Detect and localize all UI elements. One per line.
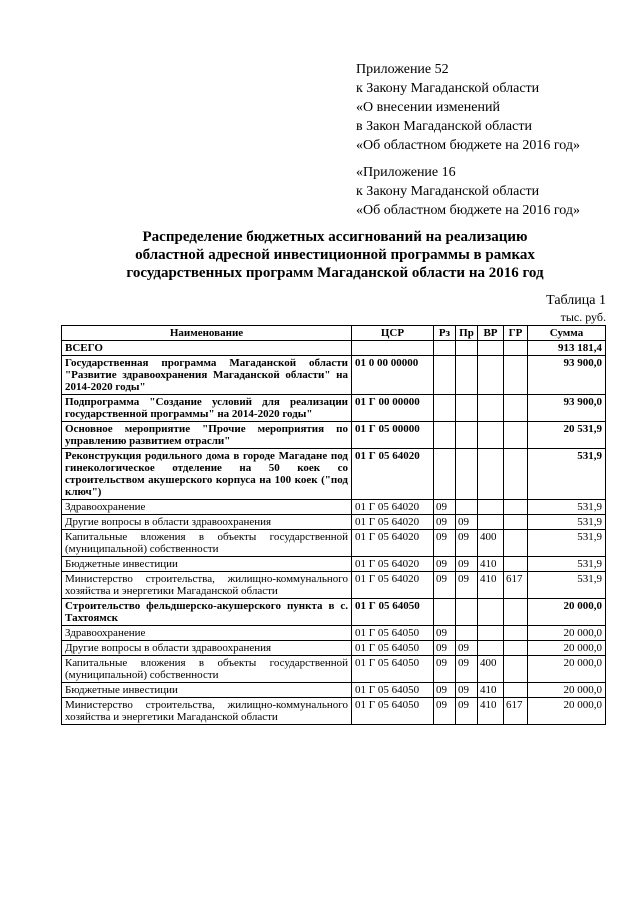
table-row bbox=[62, 515, 606, 530]
cell-rz bbox=[434, 341, 456, 356]
cell-name: Капитальные вложения в объекты государственной (муниципальной) собственности bbox=[62, 656, 352, 683]
appendix-line: к Закону Магаданской области bbox=[356, 81, 540, 96]
table-row bbox=[62, 341, 606, 356]
cell-pr bbox=[456, 341, 478, 356]
cell-rz bbox=[434, 449, 456, 500]
document-title bbox=[60, 228, 610, 282]
appendix-line: «О внесении изменений bbox=[356, 100, 500, 115]
cell-sum: 531,9 bbox=[528, 572, 606, 599]
cell-csr: 01 Г 05 64020 bbox=[352, 530, 434, 557]
cell-pr: 09 bbox=[456, 683, 478, 698]
appendix-current bbox=[356, 60, 626, 155]
header-pr: Пр bbox=[456, 326, 478, 341]
cell-vr bbox=[478, 515, 504, 530]
appendix-line: «Об областном бюджете на 2016 год» bbox=[356, 138, 580, 153]
header-csr: ЦСР bbox=[352, 326, 434, 341]
cell-rz bbox=[434, 395, 456, 422]
cell-rz: 09 bbox=[434, 557, 456, 572]
cell-pr: 09 bbox=[456, 557, 478, 572]
cell-rz: 09 bbox=[434, 641, 456, 656]
cell-name: Реконструкция родильного дома в городе Магадане под гинекологическое отделение на 50 коек со строительством акушерского корпуса на 100 коек ("под ключ") bbox=[62, 449, 352, 500]
cell-csr: 01 Г 05 64020 bbox=[352, 515, 434, 530]
table-row bbox=[62, 449, 606, 500]
cell-pr: 09 bbox=[456, 572, 478, 599]
title-line: областной адресной инвестиционной программы в рамках bbox=[135, 247, 535, 263]
header-rz: Рз bbox=[434, 326, 456, 341]
cell-gr bbox=[504, 683, 528, 698]
header-vr: ВР bbox=[478, 326, 504, 341]
cell-name: Строительство фельдшерско-акушерского пункта в с. Тахтоямск bbox=[62, 599, 352, 626]
cell-pr bbox=[456, 626, 478, 641]
cell-pr bbox=[456, 422, 478, 449]
title-line: Распределение бюджетных ассигнований на реализацию bbox=[142, 229, 528, 245]
cell-gr bbox=[504, 356, 528, 395]
table-row bbox=[62, 683, 606, 698]
cell-sum: 531,9 bbox=[528, 515, 606, 530]
cell-sum: 531,9 bbox=[528, 530, 606, 557]
cell-vr bbox=[478, 395, 504, 422]
table-row bbox=[62, 599, 606, 626]
cell-csr: 01 Г 05 64050 bbox=[352, 599, 434, 626]
cell-vr bbox=[478, 599, 504, 626]
cell-sum: 531,9 bbox=[528, 500, 606, 515]
table-row bbox=[62, 698, 606, 725]
cell-gr bbox=[504, 599, 528, 626]
cell-rz bbox=[434, 422, 456, 449]
cell-csr: 01 Г 05 64050 bbox=[352, 626, 434, 641]
cell-gr: 617 bbox=[504, 698, 528, 725]
table-row bbox=[62, 641, 606, 656]
cell-sum: 20 000,0 bbox=[528, 641, 606, 656]
cell-rz: 09 bbox=[434, 698, 456, 725]
cell-vr: 400 bbox=[478, 530, 504, 557]
table-label: Таблица 1 bbox=[546, 293, 606, 308]
cell-name: ВСЕГО bbox=[62, 341, 352, 356]
appendix-line: Приложение 52 bbox=[356, 62, 449, 77]
cell-csr bbox=[352, 341, 434, 356]
cell-gr bbox=[504, 641, 528, 656]
cell-gr: 617 bbox=[504, 572, 528, 599]
cell-vr bbox=[478, 449, 504, 500]
units-label: тыс. руб. bbox=[560, 310, 606, 324]
cell-name: Бюджетные инвестиции bbox=[62, 557, 352, 572]
table-row bbox=[62, 572, 606, 599]
appendix-line: «Приложение 16 bbox=[356, 165, 456, 180]
cell-gr bbox=[504, 626, 528, 641]
cell-gr bbox=[504, 500, 528, 515]
cell-sum: 913 181,4 bbox=[528, 341, 606, 356]
cell-csr: 01 Г 05 64050 bbox=[352, 698, 434, 725]
table-row bbox=[62, 356, 606, 395]
cell-gr bbox=[504, 422, 528, 449]
cell-csr: 01 Г 00 00000 bbox=[352, 395, 434, 422]
cell-csr: 01 Г 05 64020 bbox=[352, 500, 434, 515]
cell-sum: 20 000,0 bbox=[528, 599, 606, 626]
cell-sum: 531,9 bbox=[528, 557, 606, 572]
table-row bbox=[62, 395, 606, 422]
header-name: Наименование bbox=[62, 326, 352, 341]
table-row bbox=[62, 500, 606, 515]
table-row bbox=[62, 656, 606, 683]
table-row bbox=[62, 557, 606, 572]
cell-name: Здравоохранение bbox=[62, 500, 352, 515]
cell-sum: 20 000,0 bbox=[528, 698, 606, 725]
cell-pr: 09 bbox=[456, 641, 478, 656]
appendix-line: «Об областном бюджете на 2016 год» bbox=[356, 203, 580, 218]
cell-name: Здравоохранение bbox=[62, 626, 352, 641]
cell-rz: 09 bbox=[434, 683, 456, 698]
appendix-line: в Закон Магаданской области bbox=[356, 119, 532, 134]
cell-pr bbox=[456, 500, 478, 515]
cell-name: Министерство строительства, жилищно-коммунального хозяйства и энергетики Магаданской области bbox=[62, 572, 352, 599]
cell-pr: 09 bbox=[456, 698, 478, 725]
cell-pr: 09 bbox=[456, 515, 478, 530]
cell-vr bbox=[478, 626, 504, 641]
table-header-row bbox=[62, 326, 606, 341]
cell-vr bbox=[478, 422, 504, 449]
cell-rz bbox=[434, 356, 456, 395]
cell-csr: 01 Г 05 64050 bbox=[352, 656, 434, 683]
cell-name: Капитальные вложения в объекты государственной (муниципальной) собственности bbox=[62, 530, 352, 557]
cell-gr bbox=[504, 557, 528, 572]
cell-sum: 20 000,0 bbox=[528, 683, 606, 698]
table-row bbox=[62, 530, 606, 557]
cell-csr: 01 Г 05 00000 bbox=[352, 422, 434, 449]
cell-sum: 20 531,9 bbox=[528, 422, 606, 449]
cell-name: Государственная программа Магаданской области "Развитие здравоохранения Магаданской области" на 2014-2020 годы" bbox=[62, 356, 352, 395]
cell-rz: 09 bbox=[434, 572, 456, 599]
cell-vr bbox=[478, 641, 504, 656]
cell-vr: 410 bbox=[478, 683, 504, 698]
cell-rz: 09 bbox=[434, 626, 456, 641]
cell-csr: 01 Г 05 64020 bbox=[352, 449, 434, 500]
cell-sum: 20 000,0 bbox=[528, 626, 606, 641]
cell-csr: 01 Г 05 64020 bbox=[352, 572, 434, 599]
cell-rz: 09 bbox=[434, 500, 456, 515]
cell-pr bbox=[456, 356, 478, 395]
cell-rz: 09 bbox=[434, 656, 456, 683]
cell-csr: 01 Г 05 64050 bbox=[352, 641, 434, 656]
cell-gr bbox=[504, 515, 528, 530]
budget-table bbox=[61, 325, 606, 725]
cell-vr bbox=[478, 500, 504, 515]
cell-gr bbox=[504, 395, 528, 422]
table-row bbox=[62, 422, 606, 449]
cell-vr: 410 bbox=[478, 572, 504, 599]
title-line: государственных программ Магаданской области на 2016 год bbox=[126, 265, 544, 281]
cell-name: Бюджетные инвестиции bbox=[62, 683, 352, 698]
cell-gr bbox=[504, 530, 528, 557]
cell-sum: 93 900,0 bbox=[528, 395, 606, 422]
cell-gr bbox=[504, 449, 528, 500]
cell-rz bbox=[434, 599, 456, 626]
cell-vr: 400 bbox=[478, 656, 504, 683]
cell-csr: 01 Г 05 64050 bbox=[352, 683, 434, 698]
appendix-line: к Закону Магаданской области bbox=[356, 184, 540, 199]
cell-name: Подпрограмма "Создание условий для реализации государственной программы" на 2014-2020 годы" bbox=[62, 395, 352, 422]
cell-vr: 410 bbox=[478, 557, 504, 572]
cell-pr bbox=[456, 395, 478, 422]
cell-name: Министерство строительства, жилищно-коммунального хозяйства и энергетики Магаданской области bbox=[62, 698, 352, 725]
cell-pr: 09 bbox=[456, 656, 478, 683]
cell-pr bbox=[456, 599, 478, 626]
header-sum: Сумма bbox=[528, 326, 606, 341]
header-gr: ГР bbox=[504, 326, 528, 341]
cell-name: Другие вопросы в области здравоохранения bbox=[62, 515, 352, 530]
cell-rz: 09 bbox=[434, 530, 456, 557]
cell-sum: 93 900,0 bbox=[528, 356, 606, 395]
cell-sum: 20 000,0 bbox=[528, 656, 606, 683]
cell-vr: 410 bbox=[478, 698, 504, 725]
cell-name: Другие вопросы в области здравоохранения bbox=[62, 641, 352, 656]
appendix-original bbox=[356, 163, 626, 220]
cell-rz: 09 bbox=[434, 515, 456, 530]
cell-name: Основное мероприятие "Прочие мероприятия по управлению развитием отрасли" bbox=[62, 422, 352, 449]
cell-gr bbox=[504, 656, 528, 683]
cell-sum: 531,9 bbox=[528, 449, 606, 500]
table-row bbox=[62, 626, 606, 641]
cell-csr: 01 Г 05 64020 bbox=[352, 557, 434, 572]
cell-pr bbox=[456, 449, 478, 500]
cell-pr: 09 bbox=[456, 530, 478, 557]
cell-vr bbox=[478, 341, 504, 356]
cell-vr bbox=[478, 356, 504, 395]
cell-csr: 01 0 00 00000 bbox=[352, 356, 434, 395]
cell-gr bbox=[504, 341, 528, 356]
